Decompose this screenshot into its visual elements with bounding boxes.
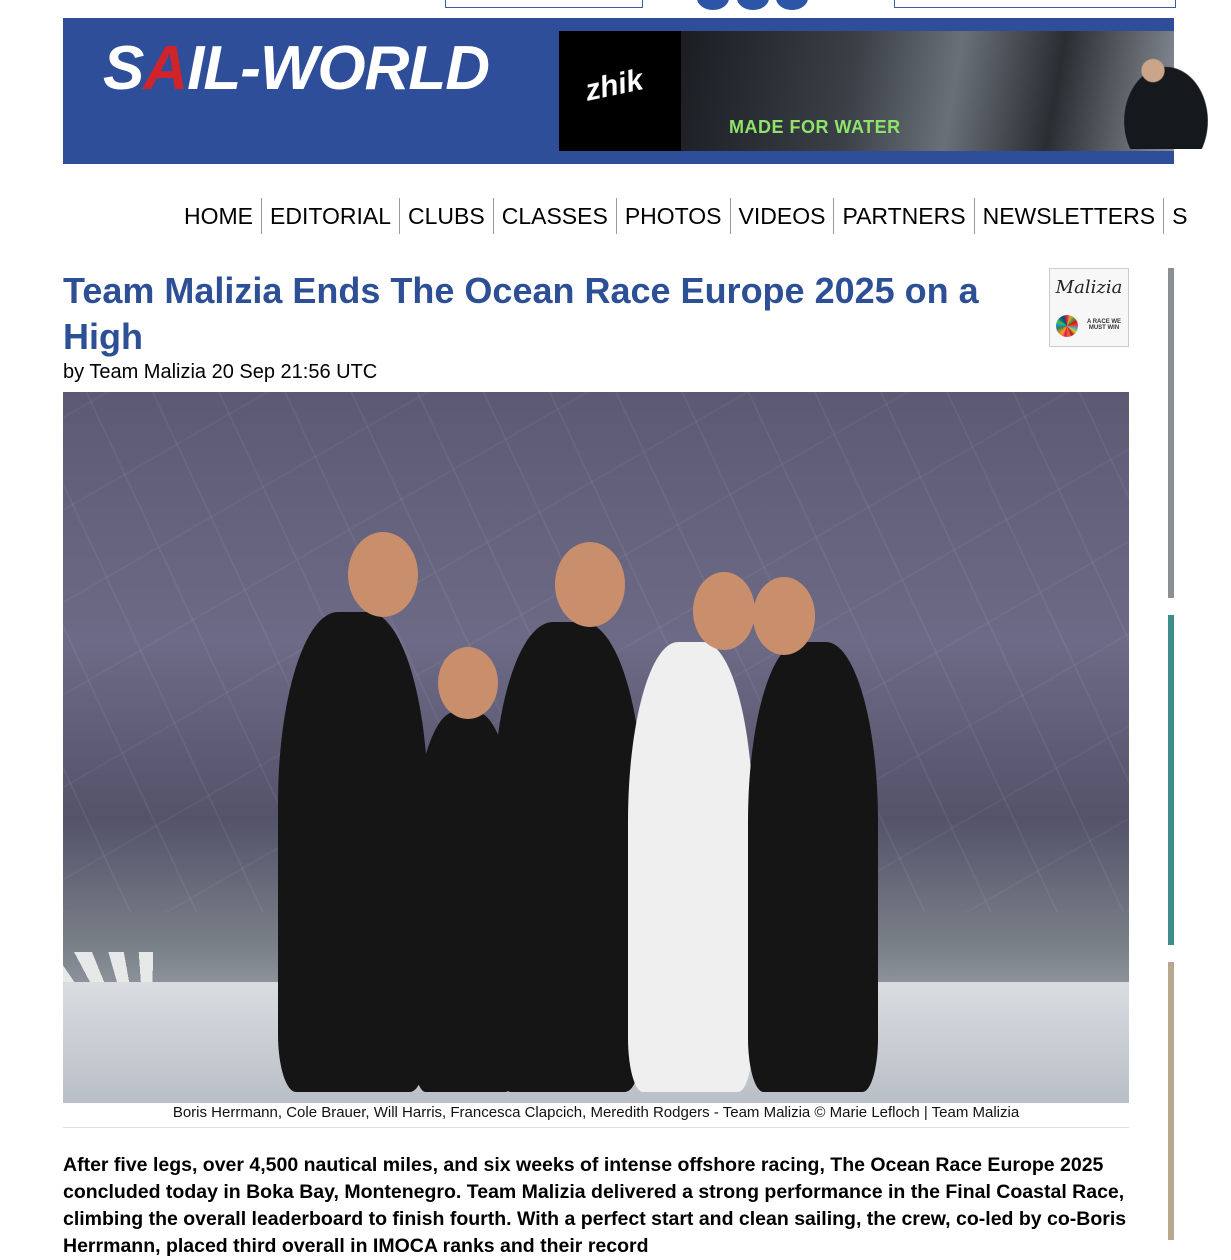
sidebar-thumb-3[interactable] <box>1168 962 1174 1240</box>
nav-item-truncated[interactable]: S <box>1163 198 1195 234</box>
sidebar-thumb-1[interactable] <box>1168 268 1174 598</box>
crew-member-3 <box>493 622 643 1092</box>
article-photo[interactable] <box>63 392 1129 1103</box>
crew-member-5 <box>748 642 878 1092</box>
crew-member-4 <box>628 642 753 1092</box>
crew-member-1 <box>278 612 428 1092</box>
crew-head-1 <box>348 532 418 617</box>
nav-item-videos[interactable]: VIDEOS <box>730 198 834 234</box>
facebook-icon[interactable] <box>697 0 729 10</box>
article-title: Team Malizia Ends The Ocean Race Europe 2025 on a High <box>63 270 979 357</box>
article-byline: by Team Malizia 20 Sep 21:56 UTC <box>63 361 378 383</box>
nav-item-photos[interactable]: PHOTOS <box>616 198 730 234</box>
ad-sailor-figure <box>1101 37 1231 149</box>
main-nav <box>176 198 1195 234</box>
team-logo-tag: A RACE WE MUST WIN <box>1086 319 1122 331</box>
nav-item-classes[interactable]: CLASSES <box>493 198 616 234</box>
photo-caption: Boris Herrmann, Cole Brauer, Will Harris, Francesca Clapcich, Meredith Rodgers - Team Malizia © Marie Lefloch | Team Malizia <box>63 1103 1129 1128</box>
nav-item-clubs[interactable]: CLUBS <box>399 198 493 234</box>
top-input-box[interactable] <box>894 0 1176 8</box>
crew-head-3 <box>555 542 625 627</box>
top-search-box[interactable] <box>445 0 643 8</box>
youtube-icon[interactable] <box>737 0 769 10</box>
zhik-advertisement[interactable] <box>559 31 1174 151</box>
top-utility-strip <box>0 0 1174 18</box>
sidebar-thumb-2[interactable] <box>1168 615 1174 945</box>
sdg-wheel-icon <box>1056 315 1078 337</box>
sail-world-logo[interactable]: SAIL-WORLD <box>103 34 490 103</box>
nav-item-partners[interactable]: PARTNERS <box>833 198 973 234</box>
crew-head-4 <box>693 572 755 650</box>
article-intro: After five legs, over 4,500 nautical miles, and six weeks of intense offshore racing, The Ocean Race Europe 2025 concluded today in Boka Bay, Montenegro. Team Malizia delivered a strong performance in the Final Coastal Race, climbing the overall leaderboard to finish fourth. With a perfect start and clean sailing, the crew, co-led by co-Boris Herrmann, placed third overall in IMOCA ranks and their record <box>63 1154 1127 1257</box>
site-banner <box>63 18 1174 164</box>
nav-item-home[interactable]: HOME <box>184 203 253 229</box>
ad-brand-text: zhik <box>582 63 647 108</box>
crew-head-5 <box>753 577 815 655</box>
team-logo-script: Malizia <box>1055 277 1123 298</box>
nav-item-newsletters[interactable]: NEWSLETTERS <box>974 198 1164 234</box>
crew-head-2 <box>438 647 498 719</box>
instagram-icon[interactable] <box>776 0 808 10</box>
nav-item-editorial[interactable]: EDITORIAL <box>261 198 399 234</box>
ad-brand-panel <box>559 31 681 151</box>
team-malizia-logo[interactable] <box>1049 268 1129 347</box>
ad-tagline: MADE FOR WATER <box>729 117 901 137</box>
